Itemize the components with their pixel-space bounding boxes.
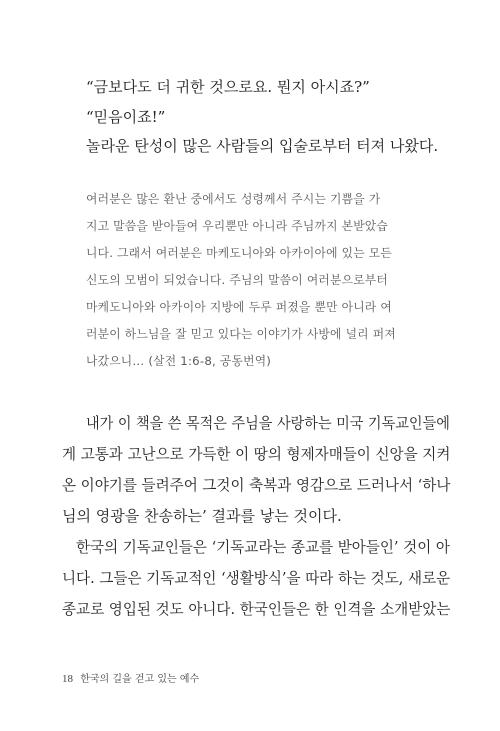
dialogue-line: “믿음이죠!”	[86, 108, 166, 126]
dialogue-line: 놀라운 탄성이 많은 사람들의 입술로부터 터져 나왔다.	[86, 137, 439, 155]
dialogue-line: “금보다도 더 귀한 것으로요. 뭔지 아시죠?”	[86, 78, 370, 96]
quote-line: 러분이 하느님을 잘 믿고 있다는 이야기가 사방에 널리 퍼져	[86, 327, 396, 341]
body-line: 한국의 기독교인들은 ‘기독교라는 종교를 받아들인’ 것이 아	[76, 538, 450, 556]
quote-line: 여러분은 많은 환난 중에서도 성령께서 주시는 기쁨을 가	[86, 192, 381, 206]
body-line: 게 고통과 고난으로 가득한 이 땅의 형제자매들이 신앙을 지켜	[62, 445, 451, 463]
quote-line: 지고 말씀을 받아들여 우리뿐만 아니라 주님까지 본받았습	[86, 219, 388, 233]
body-line: 니다. 그들은 기독교적인 ‘생활방식’을 따라 하는 것도, 새로운	[62, 569, 451, 587]
quote-line: 마케도니아와 아카이아 지방에 두루 퍼졌을 뿐만 아니라 여	[86, 300, 392, 314]
quote-line: 신도의 모범이 되었습니다. 주님의 말씀이 여러분으로부터	[86, 273, 388, 287]
body-line: 종교로 영입된 것도 아니다. 한국인들은 한 인격을 소개받았는	[62, 600, 451, 618]
page-number: 18	[62, 673, 73, 685]
body-line: 님의 영광을 찬송하는’ 결과를 낳는 것이다.	[62, 507, 342, 525]
body-line: 내가 이 책을 쓴 목적은 주님을 사랑하는 미국 기독교인들에	[86, 414, 450, 432]
page-footer	[62, 670, 199, 685]
running-title: 한국의 길을 걷고 있는 예수	[80, 674, 200, 685]
quote-line: 니다. 그래서 여러분은 마케도니아와 아카이아에 있는 모든	[86, 246, 392, 260]
body-line: 온 이야기를 들려주어 그것이 축복과 영감으로 드러나서 ‘하나	[62, 476, 451, 494]
quote-line: 나갔으니… (살전 1:6-8, 공동번역)	[86, 354, 272, 368]
